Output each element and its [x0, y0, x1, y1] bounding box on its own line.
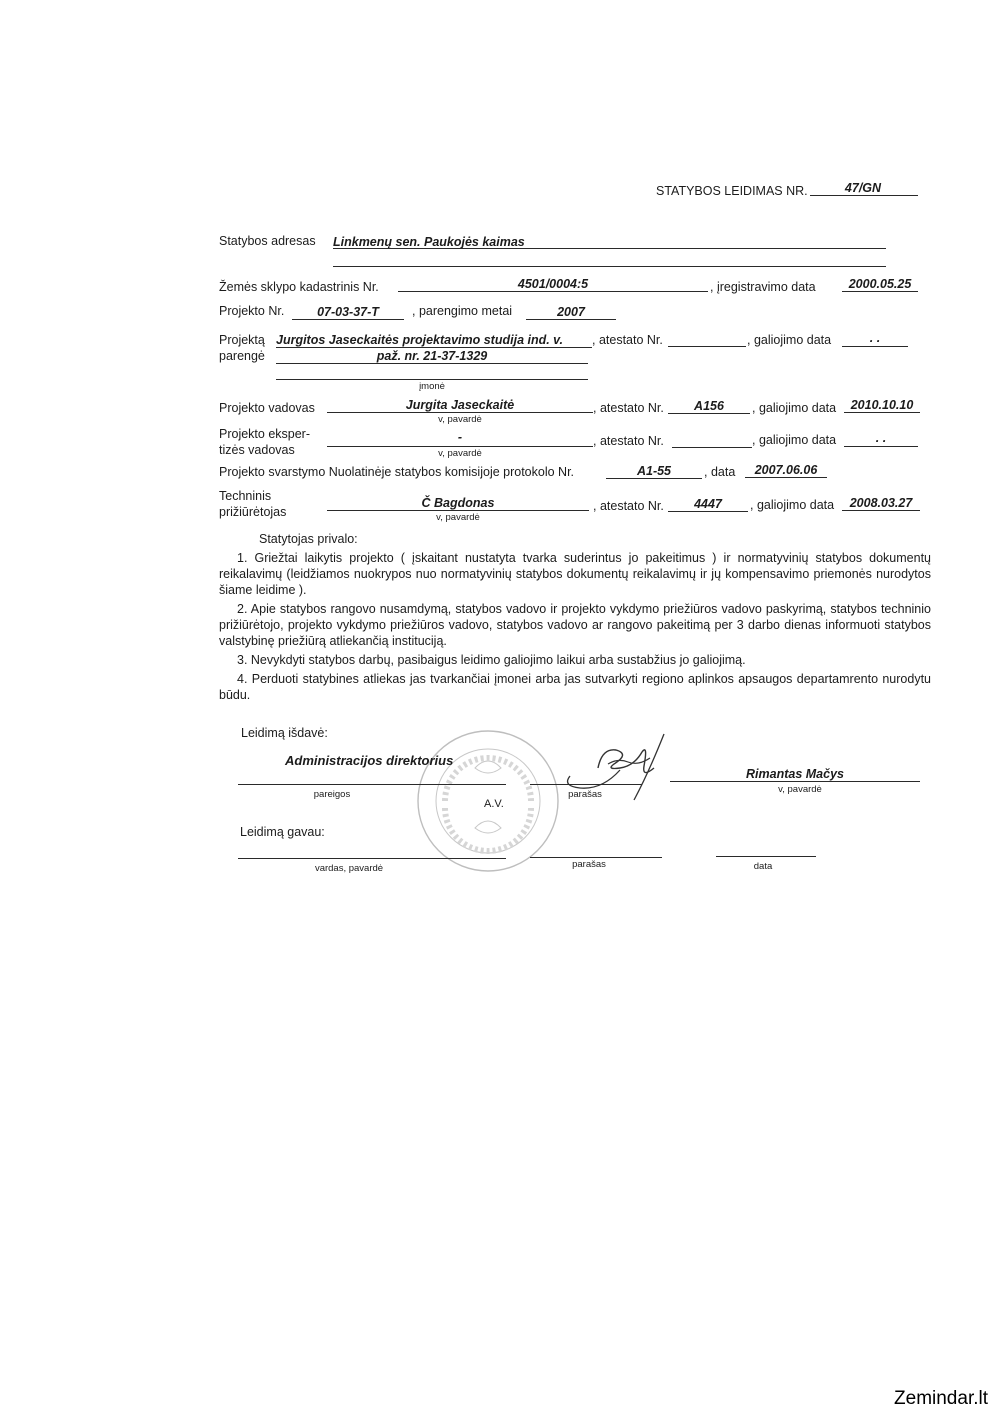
supervisor-cert-label: , atestato Nr. [593, 499, 664, 513]
manager-value: Jurgita Jaseckaitė [405, 398, 515, 412]
address-label: Statybos adresas [219, 234, 316, 248]
preparer-company: Jurgitos Jaseckaitės projektavimo studija ind. v. [276, 333, 563, 347]
preparer-validity-value: . . [869, 331, 881, 345]
received-date-caption: data [753, 861, 773, 872]
expert-label-1: Projekto eksper- [219, 427, 311, 441]
manager-cert-label: , atestato Nr. [593, 401, 664, 415]
preparer-cert-line [668, 346, 746, 347]
issued-name: Rimantas Mačys [746, 767, 844, 781]
expert-caption: v, pavardė [438, 448, 482, 459]
received-signature-caption: parašas [572, 859, 606, 870]
project-number-line [292, 319, 404, 320]
commission-number: A1-55 [636, 464, 672, 478]
expert-value: - [457, 430, 463, 444]
issued-position: Administracijos direktorius [285, 753, 454, 768]
supervisor-label-1: Techninis [219, 489, 272, 503]
received-signature-line [530, 857, 662, 858]
preparer-code-line [276, 363, 588, 364]
obligation-item-2: 2. Apie statybos rangovo nusamdymą, statybos vadovo ir projekto vykdymo priežiūros vadovo paskyrimą, statybos techninio prižiūrėtojo, projekto vykdymo priežiūros vadovo, statybos vadovo ar rangovo pakeitimą per 3 darbo dienas informuoti statybos valstybinę priežiūrą atliekančią instituciją. [219, 602, 931, 648]
project-year-label: , parengimo metai [412, 304, 513, 318]
obligation-item-3: 3. Nevykdyti statybos darbų, pasibaigus leidimo galiojimo laikui arba sustabžius jo galiojimą. [237, 653, 746, 667]
expert-label-2: tizės vadovas [219, 443, 295, 457]
obligations-title: Statytojas privalo: [259, 532, 358, 546]
supervisor-cert-value: 4447 [694, 497, 722, 511]
supervisor-cert-line [668, 511, 748, 512]
supervisor-validity-line [842, 510, 920, 511]
preparer-company-extra-line [276, 379, 588, 380]
preparer-code: paž. nr. 21-37-1329 [376, 349, 488, 363]
permit-number-label: STATYBOS LEIDIMAS NR. [656, 184, 808, 198]
supervisor-line [327, 510, 589, 511]
commission-number-line [606, 478, 702, 479]
commission-date-label: , data [704, 465, 736, 479]
watermark-text: Zemindar.lt [894, 1388, 988, 1409]
permit-number-line [810, 195, 918, 196]
expert-cert-label: , atestato Nr. [593, 434, 664, 448]
preparer-validity-label: , galiojimo data [747, 333, 832, 347]
project-number-value: 07-03-37-T [317, 305, 379, 319]
obligation-item-4: 4. Perduoti statybines atliekas jas tvarkančiai įmonei arba jas sutvarkyti regiono aplinkos apsaugos departamrento nurodytu būdu. [219, 672, 931, 702]
supervisor-value: Č Bagdonas [421, 496, 495, 510]
manager-line [327, 412, 593, 413]
av-mark: A.V. [484, 798, 504, 810]
address-line-2 [333, 266, 886, 267]
cadastral-value: 4501/0004:5 [517, 277, 589, 291]
supervisor-validity-label: , galiojimo data [750, 498, 835, 512]
received-label: Leidimą gavau: [240, 825, 325, 839]
permit-number-value: 47/GN [844, 181, 882, 195]
project-number-label: Projekto Nr. [219, 304, 285, 318]
commission-date-value: 2007.06.06 [754, 463, 818, 477]
manager-cert-value: A156 [694, 399, 724, 413]
obligations-list [219, 550, 931, 706]
received-date-line [716, 856, 816, 857]
manager-cert-line [668, 413, 750, 414]
issued-name-line [670, 781, 920, 782]
preparer-label-2: parengė [219, 349, 265, 363]
manager-validity-label: , galiojimo data [752, 401, 837, 415]
manager-validity-line [844, 412, 920, 413]
registration-date-line [842, 291, 918, 292]
preparer-label-1: Projektą [219, 333, 265, 347]
expert-line [327, 446, 593, 447]
cadastral-label: Žemės sklypo kadastrinis Nr. [219, 280, 379, 294]
expert-cert-line [672, 447, 752, 448]
address-line-1 [333, 248, 886, 249]
registration-date-label: , įregistravimo data [710, 280, 816, 294]
project-year-line [526, 319, 616, 320]
expert-validity-label: , galiojimo data [752, 433, 837, 447]
preparer-company-line [276, 347, 592, 348]
registration-date-value: 2000.05.25 [848, 277, 912, 291]
supervisor-label-2: prižiūrėtojas [219, 505, 287, 519]
obligation-item-1: 1. Griežtai laikytis projekto ( įskaitant nustatyta tvarka suderintus jo pakeitimus ) ir normatyvinių statybos dokumentų reikalavimų (leidžiamos nuokrypos nuo normatyvinių statybos dokumentų reikalavimų ir jų kompensavimo priemonės nurodytos šiame leidime ). [219, 551, 931, 597]
received-name-line [238, 858, 506, 859]
commission-label: Projekto svarstymo Nuolatinėje statybos komisijoje protokolo Nr. [219, 465, 575, 479]
manager-validity-value: 2010.10.10 [850, 398, 914, 412]
cadastral-line [398, 291, 708, 292]
commission-date-line [745, 477, 827, 478]
issued-signature-line [530, 784, 642, 785]
preparer-caption: įmonė [419, 381, 445, 392]
issued-signature-caption: parašas [568, 789, 602, 800]
supervisor-caption: v, pavardė [436, 512, 480, 523]
issued-position-caption: pareigos [313, 789, 351, 800]
address-value: Linkmenų sen. Paukojės kaimas [333, 235, 525, 249]
preparer-cert-label: , atestato Nr. [592, 333, 663, 347]
manager-label: Projekto vadovas [219, 401, 315, 415]
manager-caption: v, pavardė [438, 414, 482, 425]
expert-validity-line [844, 446, 918, 447]
issued-label: Leidimą išdavė: [241, 726, 328, 740]
received-name-caption: vardas, pavardė [314, 863, 384, 874]
issued-position-line [238, 784, 506, 785]
project-year-value: 2007 [557, 305, 585, 319]
issued-name-caption: v, pavardė [778, 784, 822, 795]
preparer-validity-line [842, 346, 908, 347]
supervisor-validity-value: 2008.03.27 [849, 496, 913, 510]
expert-validity-value: . . [875, 431, 887, 445]
